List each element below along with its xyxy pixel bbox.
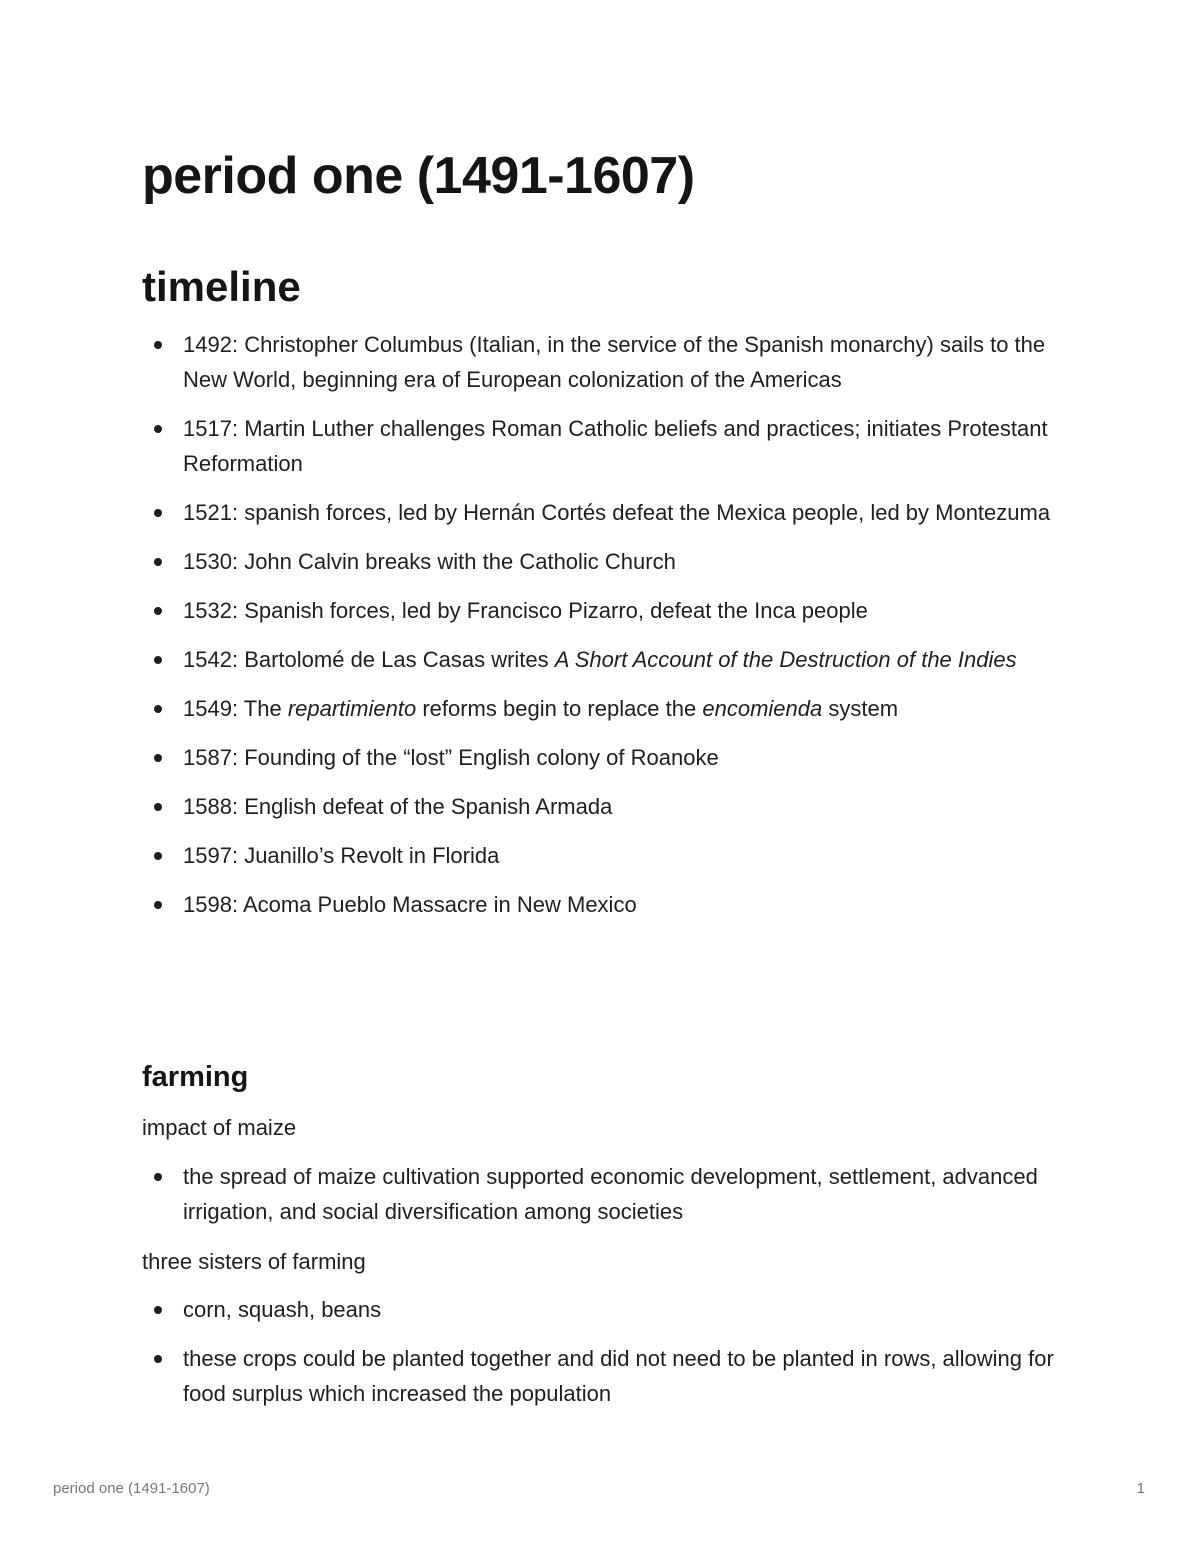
- list-item: [142, 495, 1062, 530]
- bullet-icon: [154, 1173, 162, 1181]
- list-item: [142, 544, 1062, 579]
- bullet-icon: [154, 425, 162, 433]
- list-item: [142, 327, 1062, 397]
- bullet-icon: [154, 656, 162, 664]
- item-text: Martin Luther challenges Roman Catholic beliefs and practices; initiates Protestant Reformation: [183, 416, 1048, 476]
- bullet-icon: [154, 341, 162, 349]
- timeline-heading: timeline: [142, 263, 301, 310]
- item-text: Spanish forces, led by Francisco Pizarro, defeat the Inca people: [244, 598, 868, 623]
- item-year: 1549:: [183, 696, 239, 721]
- page-title: period one (1491-1607): [142, 147, 695, 205]
- bullet-icon: [154, 1355, 162, 1363]
- list-item: [142, 740, 1062, 775]
- bullet-icon: [154, 803, 162, 811]
- item-year: 1597:: [183, 843, 239, 868]
- sisters-list: [142, 1292, 1062, 1425]
- bullet-icon: [154, 705, 162, 713]
- item-text: Juanillo’s Revolt in Florida: [244, 843, 500, 868]
- list-item: [142, 1292, 1062, 1327]
- list-item: [142, 789, 1062, 824]
- item-text: Founding of the “lost” English colony of Roanoke: [244, 745, 719, 770]
- item-text: these crops could be planted together and did not need to be planted in rows, allowing for food surplus which increased the population: [183, 1346, 1054, 1406]
- item-text: Acoma Pueblo Massacre in New Mexico: [242, 892, 637, 917]
- list-item: [142, 1341, 1062, 1411]
- item-year: 1530:: [183, 549, 239, 574]
- bullet-icon: [154, 607, 162, 615]
- timeline-list: [142, 327, 1062, 936]
- item-year: 1542:: [183, 647, 239, 672]
- page-number: 1: [1136, 1480, 1145, 1497]
- bullet-icon: [154, 558, 162, 566]
- maize-list: [142, 1159, 1062, 1243]
- item-year: 1532:: [183, 598, 239, 623]
- item-text: system: [822, 696, 899, 721]
- item-year: 1598:: [183, 892, 239, 917]
- item-year: 1521:: [183, 500, 239, 525]
- item-text: English defeat of the Spanish Armada: [244, 794, 613, 819]
- list-item: [142, 887, 1062, 922]
- italic-term: repartimiento: [287, 696, 417, 721]
- book-title: A Short Account of the Destruction of the Indies: [554, 647, 1017, 672]
- item-text: The: [243, 696, 288, 721]
- item-year: 1587:: [183, 745, 239, 770]
- list-item: [142, 411, 1062, 481]
- bullet-icon: [154, 509, 162, 517]
- item-text: the spread of maize cultivation supported economic development, settlement, advanced irrigation, and social diversification among societies: [183, 1164, 1038, 1224]
- item-text: Christopher Columbus (Italian, in the service of the Spanish monarchy) sails to the New World, beginning era of European colonization of the Americas: [183, 332, 1046, 392]
- bullet-icon: [154, 901, 162, 909]
- list-item: [142, 691, 1062, 726]
- item-text: spanish forces, led by Hernán Cortés defeat the Mexica people, led by Montezuma: [244, 500, 1051, 525]
- farming-heading: farming: [142, 1061, 249, 1093]
- item-year: 1492:: [183, 332, 239, 357]
- item-year: 1588:: [183, 794, 239, 819]
- bullet-icon: [154, 1306, 162, 1314]
- list-item: [142, 593, 1062, 628]
- item-text: reforms begin to replace the: [416, 696, 703, 721]
- italic-term: encomienda: [702, 696, 823, 721]
- bullet-icon: [154, 754, 162, 762]
- footer-title: period one (1491-1607): [53, 1480, 210, 1497]
- item-year: 1517:: [183, 416, 239, 441]
- list-item: [142, 642, 1062, 677]
- list-item: [142, 838, 1062, 873]
- list-item: [142, 1159, 1062, 1229]
- item-text: Bartolomé de Las Casas writes: [244, 647, 555, 672]
- maize-label: impact of maize: [142, 1115, 297, 1140]
- bullet-icon: [154, 852, 162, 860]
- item-text: corn, squash, beans: [183, 1297, 382, 1322]
- sisters-label: three sisters of farming: [142, 1249, 366, 1274]
- item-text: John Calvin breaks with the Catholic Church: [244, 549, 676, 574]
